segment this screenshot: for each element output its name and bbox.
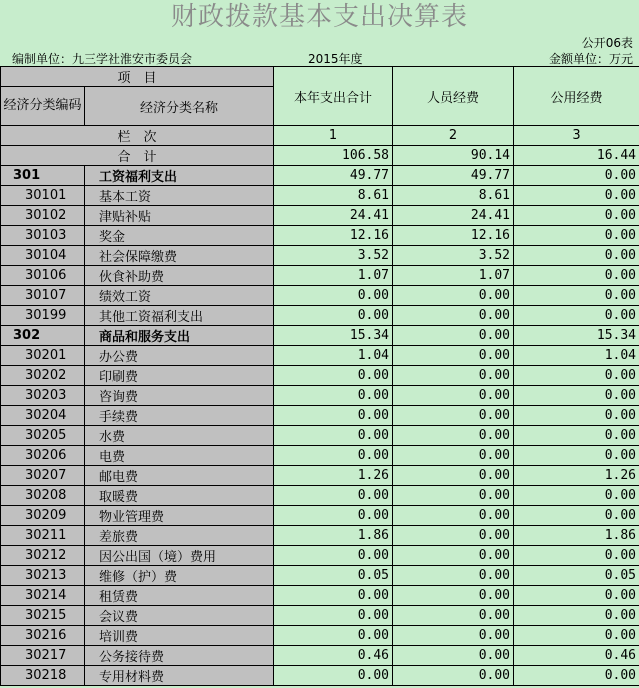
table-row [1, 526, 639, 546]
table-row [1, 646, 639, 666]
row-name: 伙食补助费 [85, 266, 274, 286]
row-personnel: 12.16 [393, 226, 514, 246]
row-total: 0.00 [274, 286, 393, 306]
row-name: 公务接待费 [85, 646, 274, 666]
row-personnel: 0.00 [393, 606, 514, 626]
row-name: 手续费 [85, 406, 274, 426]
year-label: 2015年度 [308, 52, 363, 66]
row-code: 30211 [1, 526, 85, 546]
header-code: 经济分类编码 [1, 87, 85, 126]
row-personnel: 0.00 [393, 466, 514, 486]
row-personnel: 0.00 [393, 526, 514, 546]
row-name: 租赁费 [85, 586, 274, 606]
table-row [1, 346, 639, 366]
row-personnel: 3.52 [393, 246, 514, 266]
row-name: 基本工资 [85, 186, 274, 206]
row-personnel: 0.00 [393, 406, 514, 426]
row-name: 取暖费 [85, 486, 274, 506]
row-personnel: 0.00 [393, 306, 514, 326]
table-row [1, 186, 639, 206]
table-row [1, 366, 639, 386]
row-code: 30218 [1, 666, 85, 686]
row-name: 物业管理费 [85, 506, 274, 526]
row-total: 1.26 [274, 466, 393, 486]
row-name: 电费 [85, 446, 274, 466]
row-name: 会议费 [85, 606, 274, 626]
row-public: 1.04 [514, 346, 639, 366]
table-row [1, 266, 639, 286]
lanci-label: 栏 次 [1, 126, 274, 146]
row-code: 30204 [1, 406, 85, 426]
row-code: 30104 [1, 246, 85, 266]
row-personnel: 0.00 [393, 546, 514, 566]
row-personnel: 0.00 [393, 646, 514, 666]
row-code: 30101 [1, 186, 85, 206]
row-total: 0.00 [274, 446, 393, 466]
row-code: 30107 [1, 286, 85, 306]
row-personnel: 49.77 [393, 166, 514, 186]
row-code: 30102 [1, 206, 85, 226]
row-total: 0.00 [274, 366, 393, 386]
row-name: 商品和服务支出 [85, 326, 274, 346]
row-personnel: 1.07 [393, 266, 514, 286]
table-row [1, 566, 639, 586]
table-row [1, 446, 639, 466]
row-public: 0.00 [514, 626, 639, 646]
table-row [1, 246, 639, 266]
row-code: 30206 [1, 446, 85, 466]
row-personnel: 0.00 [393, 586, 514, 606]
row-name: 维修（护）费 [85, 566, 274, 586]
row-name: 因公出国（境）费用 [85, 546, 274, 566]
row-name: 咨询费 [85, 386, 274, 406]
row-total: 49.77 [274, 166, 393, 186]
header-col2: 人员经费 [393, 67, 514, 126]
table-row [1, 326, 639, 346]
row-total: 15.34 [274, 326, 393, 346]
row-name: 印刷费 [85, 366, 274, 386]
row-public: 0.00 [514, 166, 639, 186]
row-total: 0.05 [274, 566, 393, 586]
row-total: 0.00 [274, 506, 393, 526]
row-name: 培训费 [85, 626, 274, 646]
table-row [1, 206, 639, 226]
row-public: 0.00 [514, 666, 639, 686]
row-personnel: 0.00 [393, 486, 514, 506]
table-row [1, 306, 639, 326]
row-personnel: 0.00 [393, 326, 514, 346]
row-code: 30217 [1, 646, 85, 666]
row-public: 0.00 [514, 426, 639, 446]
row-code: 30208 [1, 486, 85, 506]
row-name: 工资福利支出 [85, 166, 274, 186]
row-total: 0.00 [274, 546, 393, 566]
row-public: 0.00 [514, 406, 639, 426]
col-number-3: 3 [514, 126, 639, 146]
row-public: 0.00 [514, 306, 639, 326]
table-row [1, 506, 639, 526]
row-name: 其他工资福利支出 [85, 306, 274, 326]
table-row [1, 466, 639, 486]
row-public: 0.00 [514, 446, 639, 466]
row-name: 差旅费 [85, 526, 274, 546]
table-row [1, 166, 639, 186]
row-total: 0.00 [274, 606, 393, 626]
header-col3: 公用经费 [514, 67, 639, 126]
row-personnel: 0.00 [393, 626, 514, 646]
header-item: 项 目 [1, 67, 274, 87]
table-row [1, 406, 639, 426]
row-code: 30207 [1, 466, 85, 486]
row-public: 0.00 [514, 546, 639, 566]
total-v1: 106.58 [274, 146, 393, 166]
row-personnel: 0.00 [393, 366, 514, 386]
row-personnel: 0.00 [393, 286, 514, 306]
report-title: 财政拨款基本支出决算表 [170, 2, 468, 32]
row-code: 30212 [1, 546, 85, 566]
row-total: 8.61 [274, 186, 393, 206]
row-personnel: 24.41 [393, 206, 514, 226]
header-col1: 本年支出合计 [274, 67, 393, 126]
row-public: 15.34 [514, 326, 639, 346]
row-name: 办公费 [85, 346, 274, 366]
row-code: 30214 [1, 586, 85, 606]
row-total: 0.00 [274, 666, 393, 686]
row-code: 301 [1, 166, 85, 186]
row-total: 0.00 [274, 386, 393, 406]
row-code: 30215 [1, 606, 85, 626]
row-name: 社会保障缴费 [85, 246, 274, 266]
row-public: 1.26 [514, 466, 639, 486]
row-personnel: 8.61 [393, 186, 514, 206]
row-personnel: 0.00 [393, 386, 514, 406]
row-code: 30103 [1, 226, 85, 246]
row-total: 0.00 [274, 486, 393, 506]
row-total: 1.86 [274, 526, 393, 546]
row-public: 0.00 [514, 586, 639, 606]
row-code: 30205 [1, 426, 85, 446]
row-personnel: 0.00 [393, 566, 514, 586]
row-name: 津贴补贴 [85, 206, 274, 226]
total-v3: 16.44 [514, 146, 639, 166]
row-public: 0.46 [514, 646, 639, 666]
table-row [1, 546, 639, 566]
row-code: 30202 [1, 366, 85, 386]
row-total: 0.00 [274, 626, 393, 646]
row-public: 1.86 [514, 526, 639, 546]
row-total: 1.07 [274, 266, 393, 286]
col-number-1: 1 [274, 126, 393, 146]
row-public: 0.00 [514, 206, 639, 226]
row-personnel: 0.00 [393, 346, 514, 366]
row-public: 0.00 [514, 366, 639, 386]
total-v2: 90.14 [393, 146, 514, 166]
table-row [1, 386, 639, 406]
table-row [1, 226, 639, 246]
row-public: 0.00 [514, 226, 639, 246]
row-public: 0.05 [514, 566, 639, 586]
row-personnel: 0.00 [393, 426, 514, 446]
table-row [1, 626, 639, 646]
row-total: 1.04 [274, 346, 393, 366]
row-code: 302 [1, 326, 85, 346]
row-total: 12.16 [274, 226, 393, 246]
row-code: 30213 [1, 566, 85, 586]
row-personnel: 0.00 [393, 666, 514, 686]
row-total: 0.00 [274, 426, 393, 446]
table-row [1, 486, 639, 506]
form-code: 公开06表 [581, 36, 633, 50]
row-total: 0.00 [274, 406, 393, 426]
row-public: 0.00 [514, 186, 639, 206]
row-name: 水费 [85, 426, 274, 446]
row-name: 奖金 [85, 226, 274, 246]
row-public: 0.00 [514, 386, 639, 406]
row-personnel: 0.00 [393, 446, 514, 466]
table-row [1, 286, 639, 306]
row-code: 30203 [1, 386, 85, 406]
row-public: 0.00 [514, 246, 639, 266]
row-code: 30209 [1, 506, 85, 526]
col-number-2: 2 [393, 126, 514, 146]
amount-unit: 金额单位：万元 [548, 52, 633, 66]
row-personnel: 0.00 [393, 506, 514, 526]
table-row [1, 606, 639, 626]
row-public: 0.00 [514, 486, 639, 506]
row-total: 0.46 [274, 646, 393, 666]
row-code: 30216 [1, 626, 85, 646]
row-code: 30201 [1, 346, 85, 366]
row-total: 0.00 [274, 586, 393, 606]
row-total: 3.52 [274, 246, 393, 266]
row-public: 0.00 [514, 266, 639, 286]
table-row [1, 586, 639, 606]
unit-label: 编制单位：九三学社淮安市委员会 [12, 52, 193, 66]
row-public: 0.00 [514, 286, 639, 306]
row-code: 30106 [1, 266, 85, 286]
row-name: 专用材料费 [85, 666, 274, 686]
row-public: 0.00 [514, 506, 639, 526]
header-name: 经济分类名称 [85, 87, 274, 126]
row-total: 0.00 [274, 306, 393, 326]
row-public: 0.00 [514, 606, 639, 626]
table-row [1, 666, 639, 686]
row-code: 30199 [1, 306, 85, 326]
total-label: 合 计 [1, 146, 274, 166]
row-total: 24.41 [274, 206, 393, 226]
table-row [1, 426, 639, 446]
row-name: 邮电费 [85, 466, 274, 486]
row-name: 绩效工资 [85, 286, 274, 306]
budget-table [0, 66, 639, 686]
